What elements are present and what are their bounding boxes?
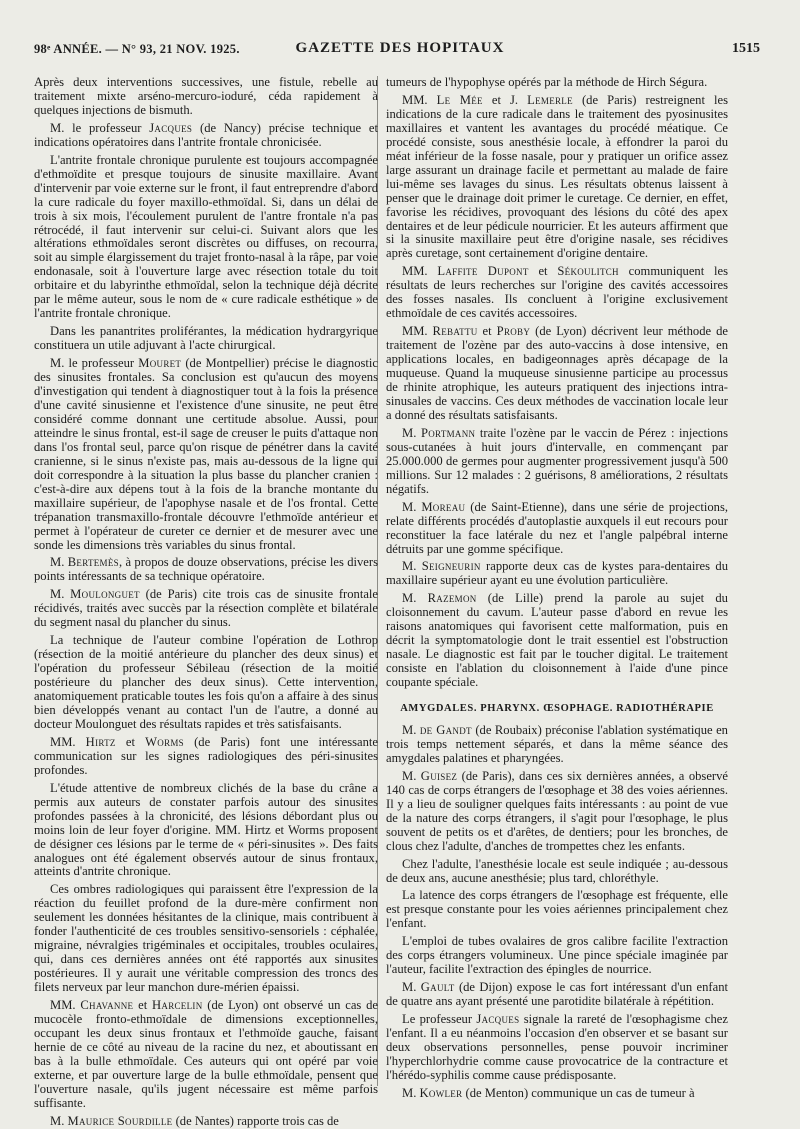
paragraph: Après deux interventions successives, une fistule, rebelle au traitement mixte arséno-mercuro-ioduré, céda rapidement à quelques injections de bismuth. xyxy=(34,75,378,117)
paragraph: M. Maurice Sourdille (de Nantes) rapporte trois cas de xyxy=(50,1113,339,1128)
author-name: Mouret xyxy=(138,356,182,371)
paragraph: Chez l'adulte, l'anesthésie locale est seule indiquée ; au-dessous de deux ans, aucune anesthésie; plus tard, chloréthyle. xyxy=(386,856,728,885)
paragraph: M. Bertemès, à propos de douze observations, précise les divers points intéressants de sa technique opératoire. xyxy=(34,555,378,584)
author-name: Sékoulitch xyxy=(557,264,619,279)
paragraph: M. Moulonguet (de Paris) cite trois cas de sinusite frontale récidivés, traités avec succès par la résection complète et bilatérale du segment nasal du plancher du sinus. xyxy=(34,587,379,630)
paragraph: MM. Rebattu et Proby (de Lyon) décrivent leur méthode de traitement de l'ozène par des auto-vaccins à dose intensive, en applications locales, en badigeonnages après décapage de la muqueuse. Quand la muqueuse sinusienne participe au processus de rhinite atrophique, les auteurs pratiquent des injections intra-sinusales de vaccins. Ces deux méthodes de vaccination locale leur a donné des résultats satisfaisants. xyxy=(386,324,728,422)
paragraph: M. Guisez (de Paris), dans ces six dernières années, a observé 140 cas de corps étrangers de l'œsophage et 38 des voies aériennes. Il y a lieu de souligner quelques faits intéressants : au point de vue de la nature des corps étrangers, il s'agit pour l'œsophage, le plus souvent de petits os et d'arêtes, de dentiers; pour les bronches, de clous chez l'adulte, d'anches de trompettes chez les enfants. xyxy=(386,768,728,853)
author-name: Maurice Sourdille xyxy=(67,1113,173,1128)
page-header xyxy=(30,40,770,62)
author-name: Proby xyxy=(496,324,531,339)
paragraph: M. Gault (de Dijon) expose le cas fort intéressant d'un enfant de quatre ans ayant présenté une parotidite bilatérale à répétition. xyxy=(386,980,728,1009)
author-name: Jacques xyxy=(476,1012,520,1027)
right-column xyxy=(386,76,728,1101)
author-name: Lemerle xyxy=(527,92,573,107)
journal-title: GAZETTE DES HOPITAUX xyxy=(295,40,505,56)
author-name: Harcelin xyxy=(152,998,203,1013)
paragraph: MM. Hirtz et Worms (de Paris) font une intéressante communication sur les signes radiologiques des péri-sinusites profondes. xyxy=(34,734,378,777)
author-name: de Gandt xyxy=(419,722,472,737)
author-name: Chavanne xyxy=(80,998,134,1013)
paragraph: MM. Chavanne et Harcelin (de Lyon) ont observé un cas de mucocèle fronto-ethmoïdale de dimensions exceptionnelles, occupant les deux sinus frontaux et l'ethmoïde gauche, faisant hernie de ce côté au niveau de la racine du nez, et aboutissant en bas à la bulle ethmoïdale. Ces auteurs qui ont opéré par voie externe, et par ouverture large de la bulle ethmoïdale, pensent que l'ouverture nasale, qu'ils jugent nécessaire est même parfois suffisante. xyxy=(34,998,378,1110)
author-name: Razemon xyxy=(427,591,477,606)
author-name: Bertemès xyxy=(67,555,119,570)
author-name: Hirtz xyxy=(85,734,116,749)
paragraph: La latence des corps étrangers de l'œsophage est fréquente, elle est presque constante pour les voies aériennes principalement chez l'enfant. xyxy=(386,888,728,931)
author-name: Rebattu xyxy=(432,324,478,339)
paragraph: L'emploi de tubes ovalaires de gros calibre facilite l'extraction des corps étrangers volumineux. Une pince spéciale imaginée par l'auteur, facilite l'extraction des épingles de nourrice. xyxy=(386,934,728,977)
paragraph: La technique de l'auteur combine l'opération de Lothrop (résection de la moitié antérieure du plancher des deux sinus) et l'opération du professeur Sébileau (résection de la moitié postérieure du plancher des deux sinus). Cette intervention, anatomiquement praticable toutes les fois qu'on a affaire à des sinus bien développés venant au contact l'un de l'autre, a donné au docteur Moulonguet des résultats rapides et très satisfaisants. xyxy=(34,633,378,731)
paragraph: MM. Laffite Dupont et Sékoulitch communiquent les résultats de leurs recherches sur l'origine des cavités accessoires des fosses nasales. Ils concluent à l'origine exclusivement ethmoïdale de ces cavités accessoires. xyxy=(386,264,729,321)
author-name: Worms xyxy=(145,734,184,749)
author-name: Moreau xyxy=(421,499,466,514)
author-name: Jacques xyxy=(149,120,193,135)
author-name: Portmann xyxy=(420,425,476,440)
paragraph: tumeurs de l'hypophyse opérés par la méthode de Hirch Ségura. xyxy=(386,75,708,89)
paragraph: M. de Gandt (de Roubaix) préconise l'ablation systématique en trois temps nettement séparés, et dans la même séance des amygdales palatines et pharyngées. xyxy=(386,722,728,765)
author-name: Gault xyxy=(420,980,455,995)
paragraph: M. le professeur Mouret (de Montpellier) précise le diagnostic des sinusites frontales. Sa conclusion est qu'aucun des moyens d'investigation qui tendent à diagnostiquer tout à la fois la présence d'une cavité sinusienne et l'existence d'une sinusite, ne peut être considéré comme donnant une certitude absolue. Aussi, pour atteindre le sinus frontal, est-il sage de creuser le puits d'attaque non dans l'os frontal seul, parce qu'on risque de pénétrer dans la cavité cranienne, si le sinus n'existe pas, mais au-dessous de la ligne qui doit correspondre à la situation la plus basse du plancher cranien : c'est-à-dire aux dépens tout à la fois de la branche montante du maxillaire supérieur, de l'apophyse nasale et de l'os frontal. Cette trépanation transmaxillo-frontale découvre l'ethmoïde antérieur et permet à l'opérateur de cureter ce dernier et de mesurer avec une sonde les dimensions très variables du sinus frontal. xyxy=(34,356,378,552)
paragraph: M. Portmann traite l'ozène par le vaccin de Pérez : injections sous-cutanées à huit jours d'intervalle, en commençant par 25.000.000 de germes pour augmenter progressivement jusqu'à 500 millions. Sur 12 malades : 2 guérisons, 8 améliorations, 2 résultats négatifs. xyxy=(386,425,729,496)
paragraph: Le professeur Jacques signale la rareté de l'œsophagisme chez l'enfant. Il a eu néanmoins l'occasion d'en observer et se basant sur deux observations personnelles, pense pouvoir incriminer l'hyperchlorhydrie comme cause provocatrice de la contracture et l'hérédo-syphilis comme cause prédisposante. xyxy=(386,1012,728,1082)
author-name: Le Mée xyxy=(436,92,483,107)
paragraph: MM. Le Mée et J. Lemerle (de Paris) restreignent les indications de la cure radicale dans le traitement des pyosinusites maxillaires et vantent les avantages du procédé méatique. Ce procédé consiste, sous anesthésie locale, à effondrer la paroi du méat inférieur de la fosse nasale, pour y pratiquer un orifice assez large assurant un drainage facile et permettant au malade de faire lui-même ses lavages du sinus. Les résultats obtenus laissent à penser que le drainage doit primer le curetage. Ce dernier, en effet, favorise les récidives, provoquant des lésions du côté des apex dentaires et de leur pédicule nourricier. Et les auteurs affirment que si la sinusite maxillaire peut être d'origine nasale, ses récidives après curetage, sont certainement d'origine dentaire. xyxy=(386,92,728,261)
paragraph: Ces ombres radiologiques qui paraissent être l'expression de la réaction du feuillet profond de la dure-mère confirment non seulement les données hésitantes de la clinique, mais contribuent à fonder l'authenticité de ces troubles sensitivo-sensoriels : céphalée, migraine, névralgies trigéminales et occipitales, troubles oculaires, qui, dans ces dernières années ont été rapportés aux sinusites postérieures. Il y aurait une véritable compression des troncs des filets nerveux par leur manchon dure-mérien épaissi. xyxy=(34,882,378,995)
author-name: Seigneurin xyxy=(421,559,481,574)
author-name: Laffite Dupont xyxy=(437,264,529,279)
paragraph: M. Razemon (de Lille) prend la parole au sujet du cloisonnement du cavum. L'auteur passe d'abord en revue les raisons anatomiques qui favorisent cette malformation, puis en décrit la symptomatologie dont le trait essentiel est l'obstruction nasale. Le diagnostic est fait par le toucher digital. Le traitement consiste en l'ablation du cloisonnement à l'aide d'une pince coupante spéciale. xyxy=(386,591,728,690)
paragraph: L'antrite frontale chronique purulente est toujours accompagnée d'ethmoïdite et presque toujours de sinusite maxillaire. Avant d'intervenir par voie externe sur le front, il faut entreprendre d'abord la cure radicale du foyer maxillo-ethmoïdal. Si, dans un délai de trois à six mois, l'écoulement purulent de l'antre frontale n'a pas rétrocédé, il faut intervenir sur celui-ci. Suivant alors que les altérations ethmoïdales seront discrètes ou diffuses, on recourra, soit au simple élargissement du trajet fronto-nasal à la râpe, par voie endonasale, soit à l'ouverture large avec résection totale du toit orbitaire et du labyrinthe ethmoïdal, selon la technique déjà décrite par le même auteur, sous le nom de « cure radicale esthétique » de l'antrite frontale chronique. xyxy=(34,152,378,321)
paragraph: Dans les panantrites proliférantes, la médication hydrargyrique constituera un utile adjuvant à l'acte chirurgical. xyxy=(34,324,378,353)
paragraph: M. Moreau (de Saint-Etienne), dans une série de projections, relate différents procédés d'autoplastie auxquels il eut recours pour reconstituer la face latérale du nez et l'angle palpébral interne détruits par une gomme spécifique. xyxy=(386,499,729,556)
left-column xyxy=(34,76,378,1129)
page-number: 1515 xyxy=(732,41,760,56)
author-name: Kowler xyxy=(419,1085,463,1100)
paragraph: M. le professeur Jacques (de Nancy) précise technique et indications opératoires dans l'antrite frontale chronicisée. xyxy=(34,120,378,149)
paragraph: L'étude attentive de nombreux clichés de la base du crâne a permis aux auteurs de constater parfois autour des sinusites profondes passées à la chronicité, des lésions débordant plus ou moins loin de leur foyer d'origine. MM. Hirtz et Worms proposent de désigner ces lésions par le terme de « péri-sinusites ». Des faits analogues ont été également observés autour de sinus frontaux, atteints d'antrite chronique. xyxy=(34,780,378,879)
paragraph: M. Kowler (de Menton) communique un cas de tumeur à xyxy=(402,1085,695,1100)
section-heading: AMYGDALES. PHARYNX. ŒSOPHAGE. RADIOTHÉRAPIE xyxy=(400,703,714,715)
author-name: Guisez xyxy=(420,768,458,783)
author-name: Moulonguet xyxy=(70,587,140,602)
paragraph: M. Seigneurin rapporte deux cas de kystes para-dentaires du maxillaire supérieur ayant eu une évolution particulière. xyxy=(386,559,728,588)
issue-info: 98ᵉ ANNÉE. — N° 93, 21 NOV. 1925. xyxy=(34,42,240,56)
